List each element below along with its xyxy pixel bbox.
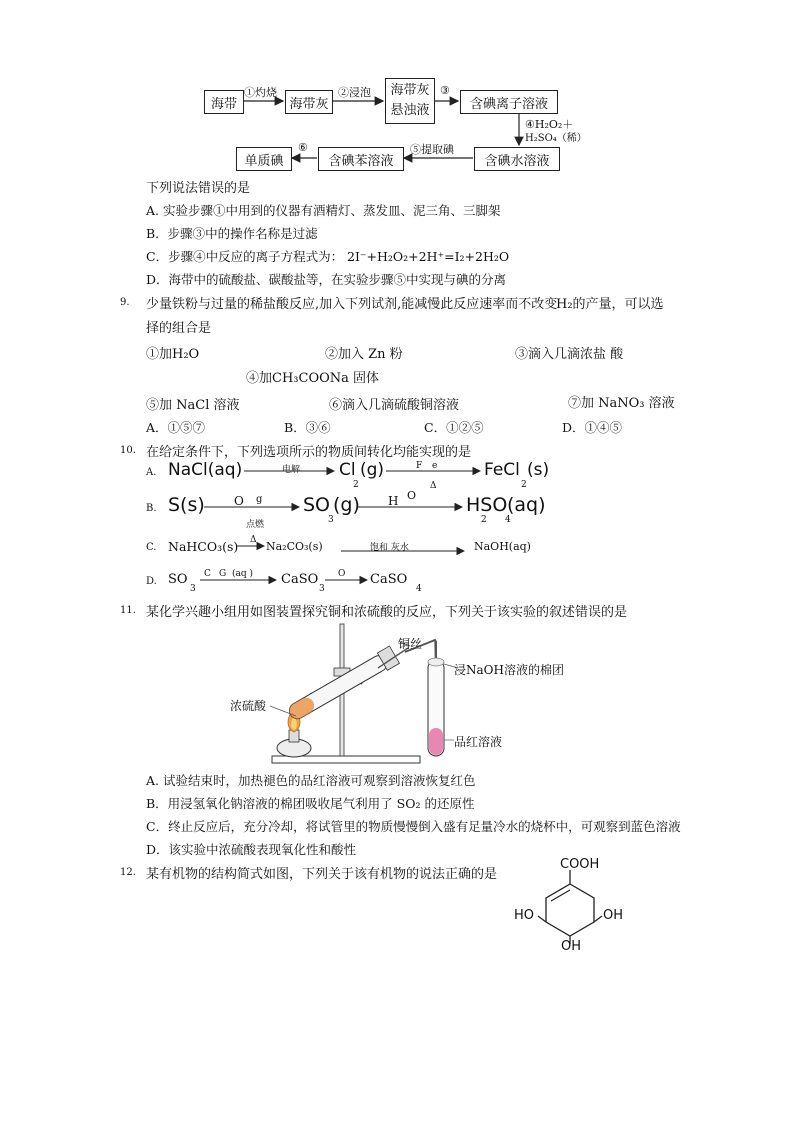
q10-a-species-2: Cl <box>339 460 356 480</box>
q10-a-species-2b: (g) <box>360 460 385 480</box>
q9-item-7: ⑦加 NaNO₃ 溶液 <box>568 396 675 411</box>
q10-number: 10. <box>120 445 136 456</box>
q12-group-oh-right: OH <box>603 908 624 923</box>
q11-label-sulfuric-acid: 浓硫酸 <box>230 699 267 713</box>
q11-label-copper-wire: 铜丝 <box>398 637 423 651</box>
q12-group-oh-bottom: OH <box>561 939 582 954</box>
q10-c-cond-1: Δ <box>250 535 257 545</box>
q10-b-species-1: S(s) <box>168 494 205 516</box>
flow-box-seaweed: 海带 <box>204 90 244 114</box>
flow-step-5: ⑤提取碘 <box>410 143 454 156</box>
q12-group-ho-left: HO <box>514 908 535 923</box>
q10-d-cond-1c: (aq ) <box>232 569 254 579</box>
q10-b-sub-3a: 2 <box>481 515 487 525</box>
q8-option-c: C．步骤④中反应的离子方程式为： 2I⁻+H₂O₂+2H⁺=I₂+2H₂O <box>146 249 510 264</box>
q10-b-sub-3b: 4 <box>505 515 511 525</box>
flow-box-suspension-line2: 悬浊液 <box>390 103 430 118</box>
q10-b-cond-1c: 点燃 <box>246 520 265 530</box>
q10-d-species-3: CaSO <box>370 572 408 587</box>
q9-item-4: ④加CH₃COONa 固体 <box>246 371 380 386</box>
q9-item-2: ②加入 Zn 粉 <box>325 347 403 362</box>
q10-a-sub-3: 2 <box>521 480 527 490</box>
q9-item-5: ⑤加 NaCl 溶液 <box>146 398 240 413</box>
q10-d-label: D. <box>146 576 157 587</box>
q10-c-species-1: NaHCO₃(s) <box>168 539 239 554</box>
q10-b-sub-2: 3 <box>328 515 334 525</box>
q10-c-species-2: Na₂CO₃(s) <box>266 540 323 553</box>
q9-item-3: ③滴入几滴浓盐 酸 <box>515 347 624 362</box>
q10-b-species-2: SO <box>303 494 331 516</box>
q10-b-species-3: HSO <box>466 494 508 516</box>
q11-option-a: A. 试验结束时，加热褪色的品红溶液可观察到溶液恢复红色 <box>146 773 476 788</box>
q9-stem-line1b: H₂的产量，可以选 <box>556 297 664 312</box>
q9-stem-line2: 择的组合是 <box>146 321 212 336</box>
q8-option-d: D．海带中的硫酸盐、碳酸盐等，在实验步骤⑤中实现与碘的分离 <box>146 272 507 287</box>
q11-label-naoh-cotton: 浸NaOH溶液的棉团 <box>454 663 564 677</box>
flow-step-3: ③ <box>440 84 450 97</box>
q11-option-c: C．终止反应后，充分冷却，将试管里的物质慢慢倒入盛有足量冷水的烧杯中，可观察到蓝色溶液 <box>146 819 681 834</box>
flow-step-2: ②浸泡 <box>338 86 371 99</box>
q10-a-cond-1: 电解 <box>282 465 301 475</box>
q10-a-cond-2a: F <box>416 461 423 471</box>
q8-option-a: A. 实验步骤①中用到的仪器有酒精灯、蒸发皿、泥三角、三脚架 <box>146 203 501 218</box>
flow-box-iodine-benzene: 含碘苯溶液 <box>318 147 404 171</box>
flow-box-iodide-solution: 含碘离子溶液 <box>460 90 558 114</box>
q10-b-cond-1a: O <box>234 494 244 508</box>
q10-d-cond-1a: C <box>204 569 211 579</box>
q12-group-cooh: COOH <box>560 857 600 872</box>
q10-a-label: A. <box>146 467 157 478</box>
flow-step-4b: H₂SO₄（稀） <box>525 133 587 144</box>
flow-box-iodine-water: 含碘水溶液 <box>474 147 560 171</box>
q10-d-species-2: CaSO <box>281 572 319 587</box>
q10-c-cond-2: 饱和 灰水 <box>370 543 409 553</box>
q9-option-c: C．①②⑤ <box>424 420 484 435</box>
q10-d-sub-3: 4 <box>416 584 422 594</box>
flow-box-ash: 海带灰 <box>285 90 333 114</box>
q10-c-species-3: NaOH(aq) <box>474 540 531 553</box>
flow-step-4a: ④H₂O₂＋ <box>525 118 574 131</box>
q9-option-b: B．③⑥ <box>284 420 331 435</box>
q12-number: 12. <box>120 867 136 878</box>
q9-option-d: D．①④⑤ <box>562 420 623 435</box>
q11-label-magenta-solution: 品红溶液 <box>454 735 503 749</box>
q8-stem: 下列说法错误的是 <box>146 181 251 196</box>
q11-stem: 某化学兴趣小组用如图装置探究铜和浓硫酸的反应，下列关于该实验的叙述错误的是 <box>146 605 628 620</box>
q10-stem: 在给定条件下，下列选项所示的物质间转化均能实现的是 <box>146 445 472 460</box>
q11-option-d: D．该实验中浓硫酸表现氧化性和酸性 <box>146 842 357 857</box>
q11-number: 11. <box>120 605 136 616</box>
q10-a-species-1: NaCl(aq) <box>168 460 243 480</box>
q10-b-cond-2a: H <box>388 494 399 508</box>
q10-b-species-2b: (g) <box>333 494 360 516</box>
q10-b-cond-2b: O <box>407 489 417 502</box>
q10-d-cond-1b: G <box>219 569 227 579</box>
flow-step-6: ⑥ <box>298 141 308 154</box>
q10-b-cond-1b: g <box>256 494 263 505</box>
q9-number: 9. <box>120 297 130 308</box>
q10-d-sub-2: 3 <box>319 584 325 594</box>
q10-c-label: C. <box>146 542 157 553</box>
q9-option-a: A．①⑤⑦ <box>146 420 206 435</box>
q10-b-species-3b: (aq) <box>507 494 546 516</box>
q10-b-label: B. <box>146 503 157 514</box>
q12-stem: 某有机物的结构简式如图，下列关于该有机物的说法正确的是 <box>146 867 498 882</box>
q10-a-species-3: FeCl <box>484 460 520 480</box>
q9-item-6: ⑥滴入几滴硫酸铜溶液 <box>329 398 460 413</box>
q9-stem-line1: 少量铁粉与过量的稀盐酸反应,加入下列试剂,能减慢此反应速率而不改变 <box>146 297 558 312</box>
q11-option-b: B．用浸氢氧化钠溶液的棉团吸收尾气利用了 SO₂ 的还原性 <box>146 796 475 811</box>
q8-option-b: B．步骤③中的操作名称是过滤 <box>146 226 318 241</box>
flow-box-iodine: 单质碘 <box>236 147 292 171</box>
q10-d-sub-1: 3 <box>190 584 196 594</box>
q10-d-cond-2: O <box>338 569 346 579</box>
q10-d-species-1: SO <box>168 572 188 587</box>
q10-a-species-3b: (s) <box>527 460 550 480</box>
q10-a-cond-2b: e <box>432 461 438 471</box>
q10-a-sub-2: 2 <box>353 480 359 490</box>
q10-a-cond-2c: Δ <box>430 481 437 491</box>
flow-box-suspension-line1: 海带灰 <box>390 83 430 98</box>
q9-item-1: ①加H₂O <box>146 347 200 362</box>
flow-step-1: ①灼烧 <box>244 86 277 99</box>
